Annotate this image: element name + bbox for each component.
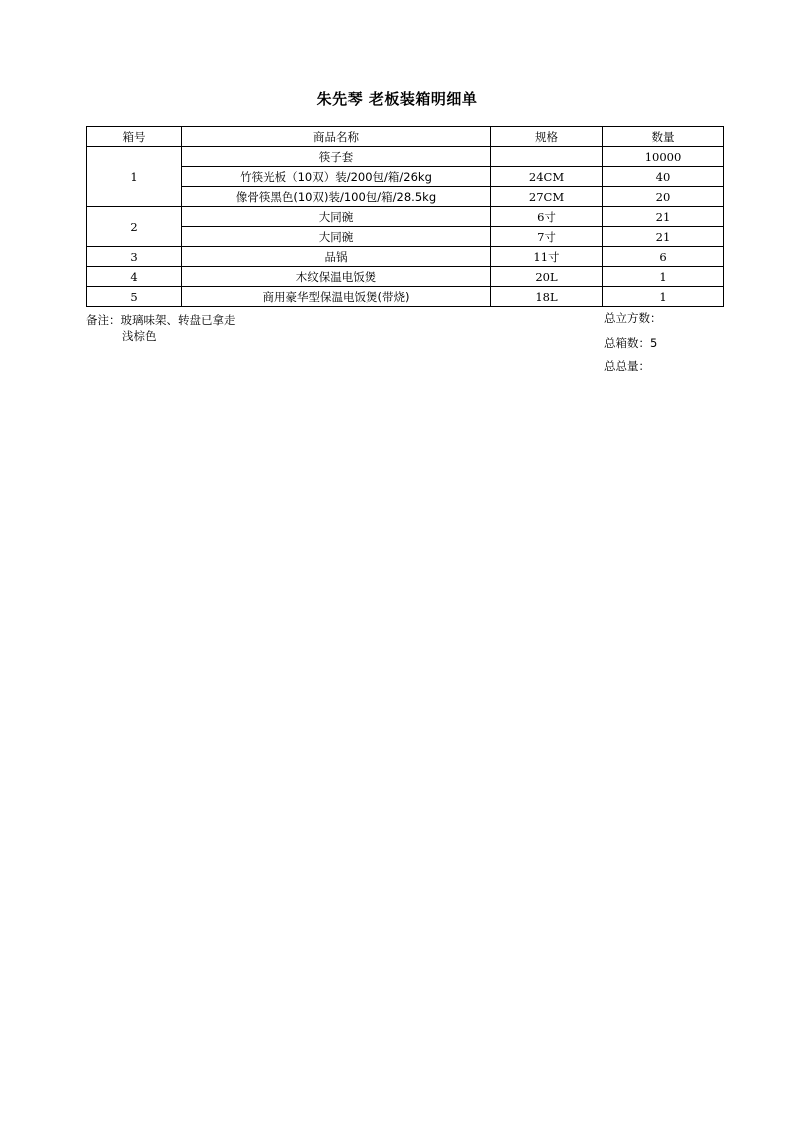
header-product-name: 商品名称 (182, 127, 491, 147)
header-box-no: 箱号 (87, 127, 182, 147)
product-name-cell: 品锅 (182, 247, 491, 267)
product-name-cell: 大同碗 (182, 227, 491, 247)
spec-cell (491, 147, 603, 167)
table-row (87, 287, 724, 307)
box-number-cell: 3 (87, 247, 182, 267)
spec-cell: 11寸 (491, 247, 603, 267)
box-number-cell: 4 (87, 267, 182, 287)
product-name-cell: 筷子套 (182, 147, 491, 167)
table-row (87, 147, 724, 167)
product-name-cell: 商用豪华型保温电饭煲(带烧) (182, 287, 491, 307)
quantity-cell: 40 (603, 167, 724, 187)
box-number-cell: 5 (87, 287, 182, 307)
table-row (87, 267, 724, 287)
quantity-cell: 21 (603, 227, 724, 247)
table-row (87, 227, 724, 247)
remarks-line-1: 玻璃味架、转盘已拿走 (120, 313, 236, 327)
spec-cell: 18L (491, 287, 603, 307)
box-number-cell: 2 (87, 207, 182, 247)
product-name-cell: 像骨筷黑色(10双)装/100包/箱/28.5kg (182, 187, 491, 207)
quantity-cell: 6 (603, 247, 724, 267)
total-weight: 总总量： (604, 359, 650, 373)
quantity-cell: 1 (603, 287, 724, 307)
quantity-cell: 20 (603, 187, 724, 207)
product-name-cell: 木纹保温电饭煲 (182, 267, 491, 287)
table-row (87, 247, 724, 267)
quantity-cell: 1 (603, 267, 724, 287)
table-row (87, 167, 724, 187)
remarks (86, 312, 236, 328)
packing-list-table (86, 126, 724, 307)
remarks-label: 备注： (86, 313, 121, 327)
total-volume: 总立方数： (604, 311, 662, 325)
box-number-cell: 1 (87, 147, 182, 207)
product-name-cell: 大同碗 (182, 207, 491, 227)
spec-cell: 7寸 (491, 227, 603, 247)
total-boxes: 总箱数：5 (604, 336, 658, 350)
header-quantity: 数量 (603, 127, 724, 147)
spec-cell: 6寸 (491, 207, 603, 227)
table-row (87, 207, 724, 227)
spec-cell: 27CM (491, 187, 603, 207)
table-row (87, 187, 724, 207)
spec-cell: 20L (491, 267, 603, 287)
spec-cell: 24CM (491, 167, 603, 187)
header-spec: 规格 (491, 127, 603, 147)
page-title: 朱先琴 老板装箱明细单 (316, 90, 478, 108)
quantity-cell: 10000 (603, 147, 724, 167)
quantity-cell: 21 (603, 207, 724, 227)
remarks-line-2: 浅棕色 (122, 329, 157, 343)
table-header-row (87, 127, 724, 147)
product-name-cell: 竹筷光板（10双）装/200包/箱/26kg (182, 167, 491, 187)
